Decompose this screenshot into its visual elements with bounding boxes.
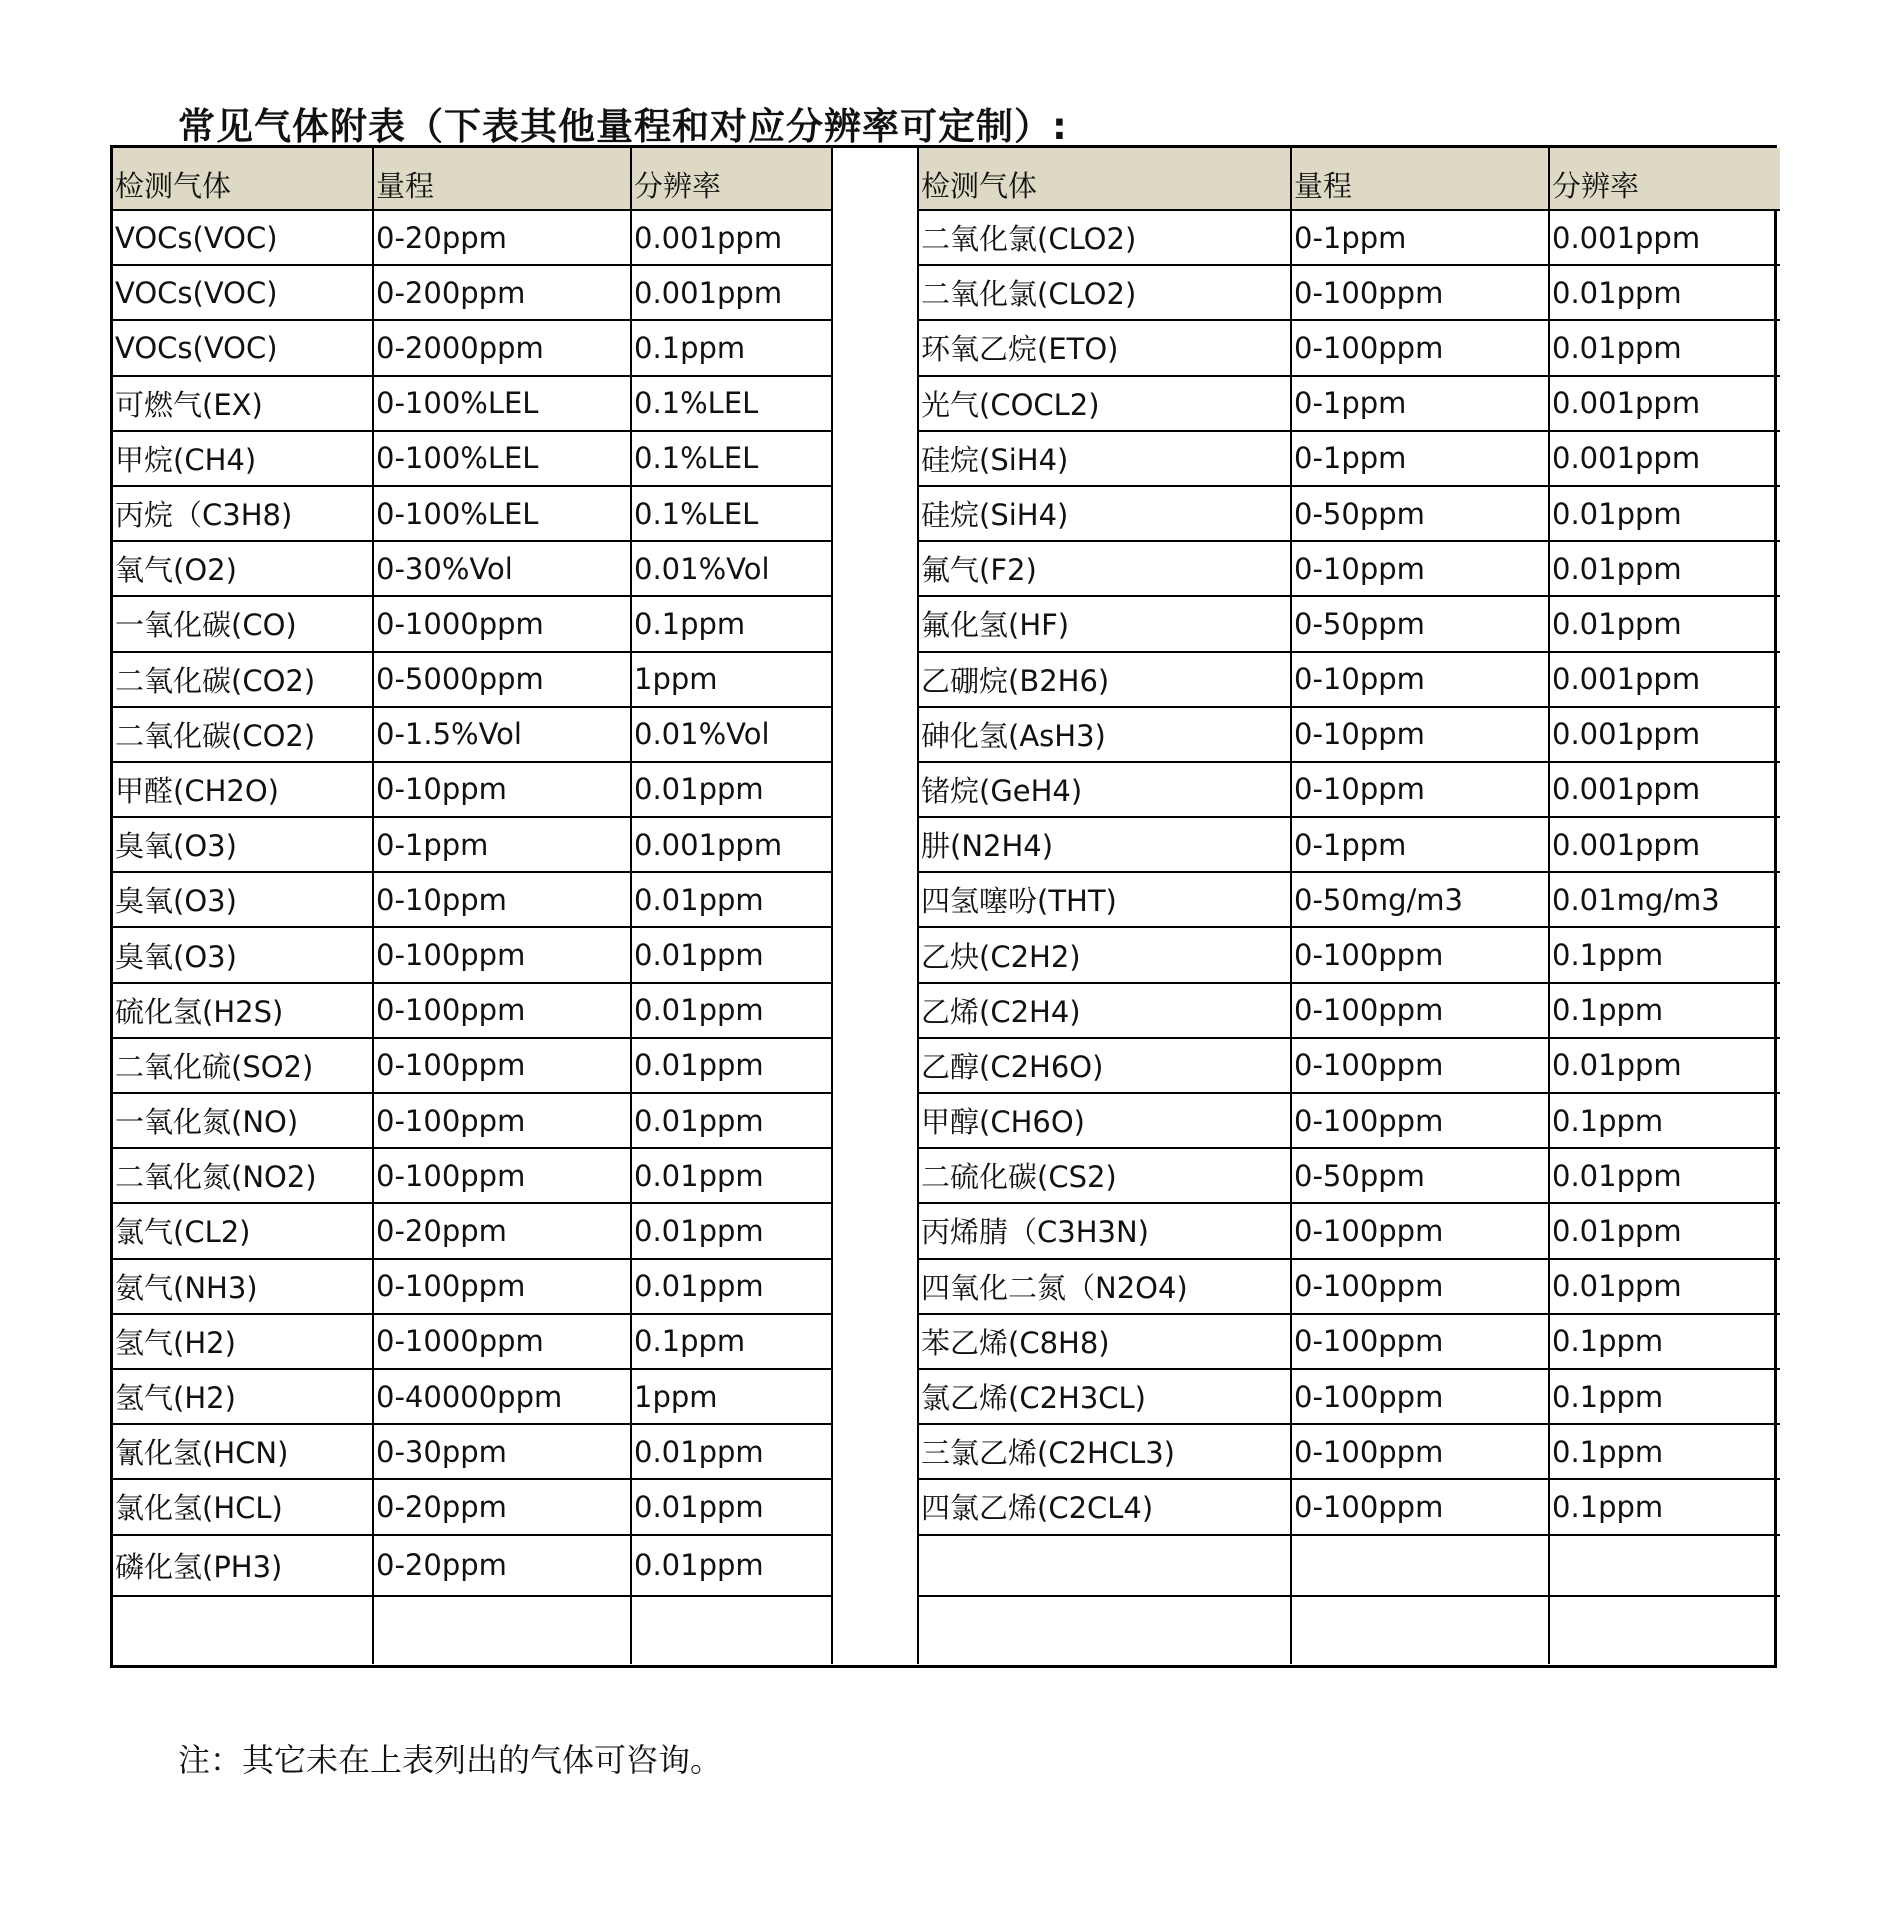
right-gas-name-cell: 砷化氢(AsH3) [919, 708, 1292, 763]
left-gas-name-cell: 甲烷(CH4) [113, 432, 374, 487]
right-resolution-cell: 0.001ppm [1550, 211, 1780, 266]
right-gas-name-cell: 苯乙烯(C8H8) [919, 1315, 1292, 1370]
left-resolution-cell: 0.01ppm [632, 1425, 833, 1480]
right-resolution-cell: 0.01ppm [1550, 597, 1780, 652]
left-gas-name-cell: 一氧化碳(CO) [113, 597, 374, 652]
left-gas-name-cell: 磷化氢(PH3) [113, 1536, 374, 1597]
left-header-resolution-cell: 分辨率 [632, 148, 833, 211]
right-resolution-cell: 0.01ppm [1550, 487, 1780, 542]
right-resolution-cell: 0.01mg/m3 [1550, 873, 1780, 928]
right-range-cell: 0-100ppm [1292, 1260, 1550, 1315]
right-range-cell: 0-100ppm [1292, 1370, 1550, 1425]
right-range-cell: 0-100ppm [1292, 266, 1550, 321]
right-gas-name-cell [919, 1597, 1292, 1664]
right-range-cell: 0-50mg/m3 [1292, 873, 1550, 928]
right-gas-name-cell: 乙硼烷(B2H6) [919, 653, 1292, 708]
left-range-cell: 0-20ppm [374, 1536, 632, 1597]
right-gas-name-cell: 肼(N2H4) [919, 818, 1292, 873]
right-header-gas-name-cell: 检测气体 [919, 148, 1292, 211]
right-range-cell: 0-100ppm [1292, 321, 1550, 376]
right-resolution-cell: 0.001ppm [1550, 377, 1780, 432]
right-range-cell: 0-10ppm [1292, 708, 1550, 763]
right-gas-name-cell: 四氧化二氮（N2O4) [919, 1260, 1292, 1315]
left-resolution-cell: 0.01ppm [632, 1536, 833, 1597]
left-resolution-cell: 0.01ppm [632, 928, 833, 983]
right-gas-name-cell: 氟化氢(HF) [919, 597, 1292, 652]
right-gas-name-cell: 二硫化碳(CS2) [919, 1149, 1292, 1204]
right-resolution-cell: 0.01ppm [1550, 266, 1780, 321]
right-resolution-cell: 0.1ppm [1550, 1315, 1780, 1370]
right-resolution-cell [1550, 1536, 1780, 1597]
left-range-cell: 0-100%LEL [374, 432, 632, 487]
left-resolution-cell: 0.1%LEL [632, 432, 833, 487]
left-resolution-cell: 0.01ppm [632, 763, 833, 818]
left-gas-name-cell: 氰化氢(HCN) [113, 1425, 374, 1480]
left-resolution-cell: 0.01%Vol [632, 708, 833, 763]
right-resolution-cell: 0.1ppm [1550, 1370, 1780, 1425]
right-range-cell: 0-1ppm [1292, 432, 1550, 487]
right-range-cell: 0-10ppm [1292, 653, 1550, 708]
left-range-cell: 0-2000ppm [374, 321, 632, 376]
right-resolution-cell [1550, 1597, 1780, 1664]
right-resolution-cell: 0.001ppm [1550, 653, 1780, 708]
left-range-cell: 0-40000ppm [374, 1370, 632, 1425]
left-gas-name-cell: 二氧化氮(NO2) [113, 1149, 374, 1204]
gas-table [110, 145, 1777, 1668]
right-range-cell: 0-100ppm [1292, 984, 1550, 1039]
left-range-cell: 0-100ppm [374, 1039, 632, 1094]
right-range-cell: 0-1ppm [1292, 818, 1550, 873]
right-resolution-cell: 0.01ppm [1550, 1149, 1780, 1204]
left-gas-name-cell: VOCs(VOC) [113, 266, 374, 321]
right-resolution-cell: 0.1ppm [1550, 1425, 1780, 1480]
right-range-cell: 0-100ppm [1292, 1480, 1550, 1535]
right-range-cell: 0-100ppm [1292, 1094, 1550, 1149]
left-gas-name-cell: 丙烷（C3H8) [113, 487, 374, 542]
right-resolution-cell: 0.001ppm [1550, 763, 1780, 818]
right-resolution-cell: 0.01ppm [1550, 1260, 1780, 1315]
left-gas-name-cell: 氯气(CL2) [113, 1204, 374, 1259]
left-range-cell: 0-30ppm [374, 1425, 632, 1480]
right-gas-name-cell: 硅烷(SiH4) [919, 487, 1292, 542]
right-gas-name-cell: 氟气(F2) [919, 542, 1292, 597]
right-range-cell: 0-100ppm [1292, 1425, 1550, 1480]
right-range-cell: 0-100ppm [1292, 1315, 1550, 1370]
left-gas-name-cell: 甲醛(CH2O) [113, 763, 374, 818]
right-resolution-cell: 0.1ppm [1550, 984, 1780, 1039]
left-gas-name-cell: 一氧化氮(NO) [113, 1094, 374, 1149]
right-range-cell: 0-50ppm [1292, 597, 1550, 652]
right-gas-name-cell: 乙醇(C2H6O) [919, 1039, 1292, 1094]
left-resolution-cell: 0.01ppm [632, 984, 833, 1039]
left-range-cell: 0-5000ppm [374, 653, 632, 708]
left-resolution-cell: 0.01ppm [632, 1094, 833, 1149]
left-gas-name-cell: 臭氧(O3) [113, 818, 374, 873]
right-header-range-cell: 量程 [1292, 148, 1550, 211]
left-range-cell: 0-200ppm [374, 266, 632, 321]
left-resolution-cell: 0.1ppm [632, 597, 833, 652]
left-header-gas-name-cell: 检测气体 [113, 148, 374, 211]
right-range-cell: 0-1ppm [1292, 377, 1550, 432]
right-resolution-cell: 0.1ppm [1550, 928, 1780, 983]
right-gas-name-cell: 光气(COCL2) [919, 377, 1292, 432]
left-gas-name-cell: 臭氧(O3) [113, 928, 374, 983]
right-resolution-cell: 0.1ppm [1550, 1480, 1780, 1535]
left-gas-name-cell: 氧气(O2) [113, 542, 374, 597]
left-gas-name-cell: 可燃气(EX) [113, 377, 374, 432]
left-range-cell: 0-100ppm [374, 1260, 632, 1315]
left-resolution-cell: 1ppm [632, 1370, 833, 1425]
right-gas-name-cell: 乙烯(C2H4) [919, 984, 1292, 1039]
left-range-cell: 0-100ppm [374, 984, 632, 1039]
right-range-cell: 0-100ppm [1292, 1204, 1550, 1259]
left-gas-name-cell: 二氧化硫(SO2) [113, 1039, 374, 1094]
right-gas-name-cell [919, 1536, 1292, 1597]
right-resolution-cell: 0.001ppm [1550, 708, 1780, 763]
right-resolution-cell: 0.1ppm [1550, 1094, 1780, 1149]
left-range-cell: 0-1000ppm [374, 597, 632, 652]
left-resolution-cell: 0.001ppm [632, 266, 833, 321]
right-gas-name-cell: 甲醇(CH6O) [919, 1094, 1292, 1149]
left-range-cell: 0-100%LEL [374, 377, 632, 432]
right-gas-name-cell: 乙炔(C2H2) [919, 928, 1292, 983]
left-range-cell: 0-100ppm [374, 1094, 632, 1149]
right-range-cell [1292, 1597, 1550, 1664]
right-range-cell: 0-10ppm [1292, 763, 1550, 818]
left-resolution-cell: 0.1%LEL [632, 377, 833, 432]
left-range-cell: 0-1.5%Vol [374, 708, 632, 763]
right-resolution-cell: 0.001ppm [1550, 432, 1780, 487]
left-range-cell: 0-1ppm [374, 818, 632, 873]
right-header-resolution-cell: 分辨率 [1550, 148, 1780, 211]
left-gas-name-cell [113, 1597, 374, 1664]
left-header-range-cell: 量程 [374, 148, 632, 211]
right-range-cell: 0-50ppm [1292, 1149, 1550, 1204]
left-gas-name-cell: 氢气(H2) [113, 1315, 374, 1370]
right-gas-name-cell: 二氧化氯(CLO2) [919, 211, 1292, 266]
right-resolution-cell: 0.01ppm [1550, 1039, 1780, 1094]
left-resolution-cell: 0.01ppm [632, 1039, 833, 1094]
left-resolution-cell: 0.1ppm [632, 321, 833, 376]
left-resolution-cell [632, 1597, 833, 1664]
left-resolution-cell: 1ppm [632, 653, 833, 708]
right-gas-name-cell: 四氯乙烯(C2CL4) [919, 1480, 1292, 1535]
right-resolution-cell: 0.001ppm [1550, 818, 1780, 873]
left-range-cell: 0-30%Vol [374, 542, 632, 597]
left-gas-name-cell: VOCs(VOC) [113, 211, 374, 266]
right-gas-name-cell: 丙烯腈（C3H3N) [919, 1204, 1292, 1259]
right-range-cell: 0-100ppm [1292, 928, 1550, 983]
left-resolution-cell: 0.01ppm [632, 1149, 833, 1204]
right-range-cell: 0-10ppm [1292, 542, 1550, 597]
left-range-cell: 0-20ppm [374, 1480, 632, 1535]
left-range-cell: 0-10ppm [374, 873, 632, 928]
left-resolution-cell: 0.01ppm [632, 1204, 833, 1259]
left-range-cell: 0-20ppm [374, 1204, 632, 1259]
left-range-cell: 0-1000ppm [374, 1315, 632, 1370]
right-gas-name-cell: 四氢噻吩(THT) [919, 873, 1292, 928]
right-gas-name-cell: 氯乙烯(C2H3CL) [919, 1370, 1292, 1425]
left-gas-name-cell: 氨气(NH3) [113, 1260, 374, 1315]
left-gas-name-cell: 氢气(H2) [113, 1370, 374, 1425]
left-range-cell: 0-100%LEL [374, 487, 632, 542]
left-range-cell: 0-100ppm [374, 928, 632, 983]
footnote: 注：其它未在上表列出的气体可咨询。 [178, 1741, 723, 1779]
right-gas-name-cell: 二氧化氯(CLO2) [919, 266, 1292, 321]
page-title: 常见气体附表（下表其他量程和对应分辨率可定制）: [178, 105, 1068, 148]
right-resolution-cell: 0.01ppm [1550, 542, 1780, 597]
right-range-cell: 0-1ppm [1292, 211, 1550, 266]
right-resolution-cell: 0.01ppm [1550, 321, 1780, 376]
right-range-cell: 0-50ppm [1292, 487, 1550, 542]
left-range-cell: 0-100ppm [374, 1149, 632, 1204]
left-gas-name-cell: VOCs(VOC) [113, 321, 374, 376]
table-separator [833, 148, 919, 1664]
left-resolution-cell: 0.1ppm [632, 1315, 833, 1370]
right-resolution-cell: 0.01ppm [1550, 1204, 1780, 1259]
left-gas-name-cell: 二氧化碳(CO2) [113, 708, 374, 763]
right-gas-name-cell: 环氧乙烷(ETO) [919, 321, 1292, 376]
left-resolution-cell: 0.1%LEL [632, 487, 833, 542]
left-gas-name-cell: 氯化氢(HCL) [113, 1480, 374, 1535]
left-resolution-cell: 0.01ppm [632, 1480, 833, 1535]
left-resolution-cell: 0.001ppm [632, 818, 833, 873]
left-resolution-cell: 0.001ppm [632, 211, 833, 266]
left-resolution-cell: 0.01ppm [632, 873, 833, 928]
left-range-cell [374, 1597, 632, 1664]
left-resolution-cell: 0.01%Vol [632, 542, 833, 597]
right-gas-name-cell: 三氯乙烯(C2HCL3) [919, 1425, 1292, 1480]
left-range-cell: 0-20ppm [374, 211, 632, 266]
left-gas-name-cell: 臭氧(O3) [113, 873, 374, 928]
right-range-cell [1292, 1536, 1550, 1597]
left-gas-name-cell: 二氧化碳(CO2) [113, 653, 374, 708]
left-resolution-cell: 0.01ppm [632, 1260, 833, 1315]
left-gas-name-cell: 硫化氢(H2S) [113, 984, 374, 1039]
right-gas-name-cell: 锗烷(GeH4) [919, 763, 1292, 818]
right-range-cell: 0-100ppm [1292, 1039, 1550, 1094]
left-range-cell: 0-10ppm [374, 763, 632, 818]
right-gas-name-cell: 硅烷(SiH4) [919, 432, 1292, 487]
